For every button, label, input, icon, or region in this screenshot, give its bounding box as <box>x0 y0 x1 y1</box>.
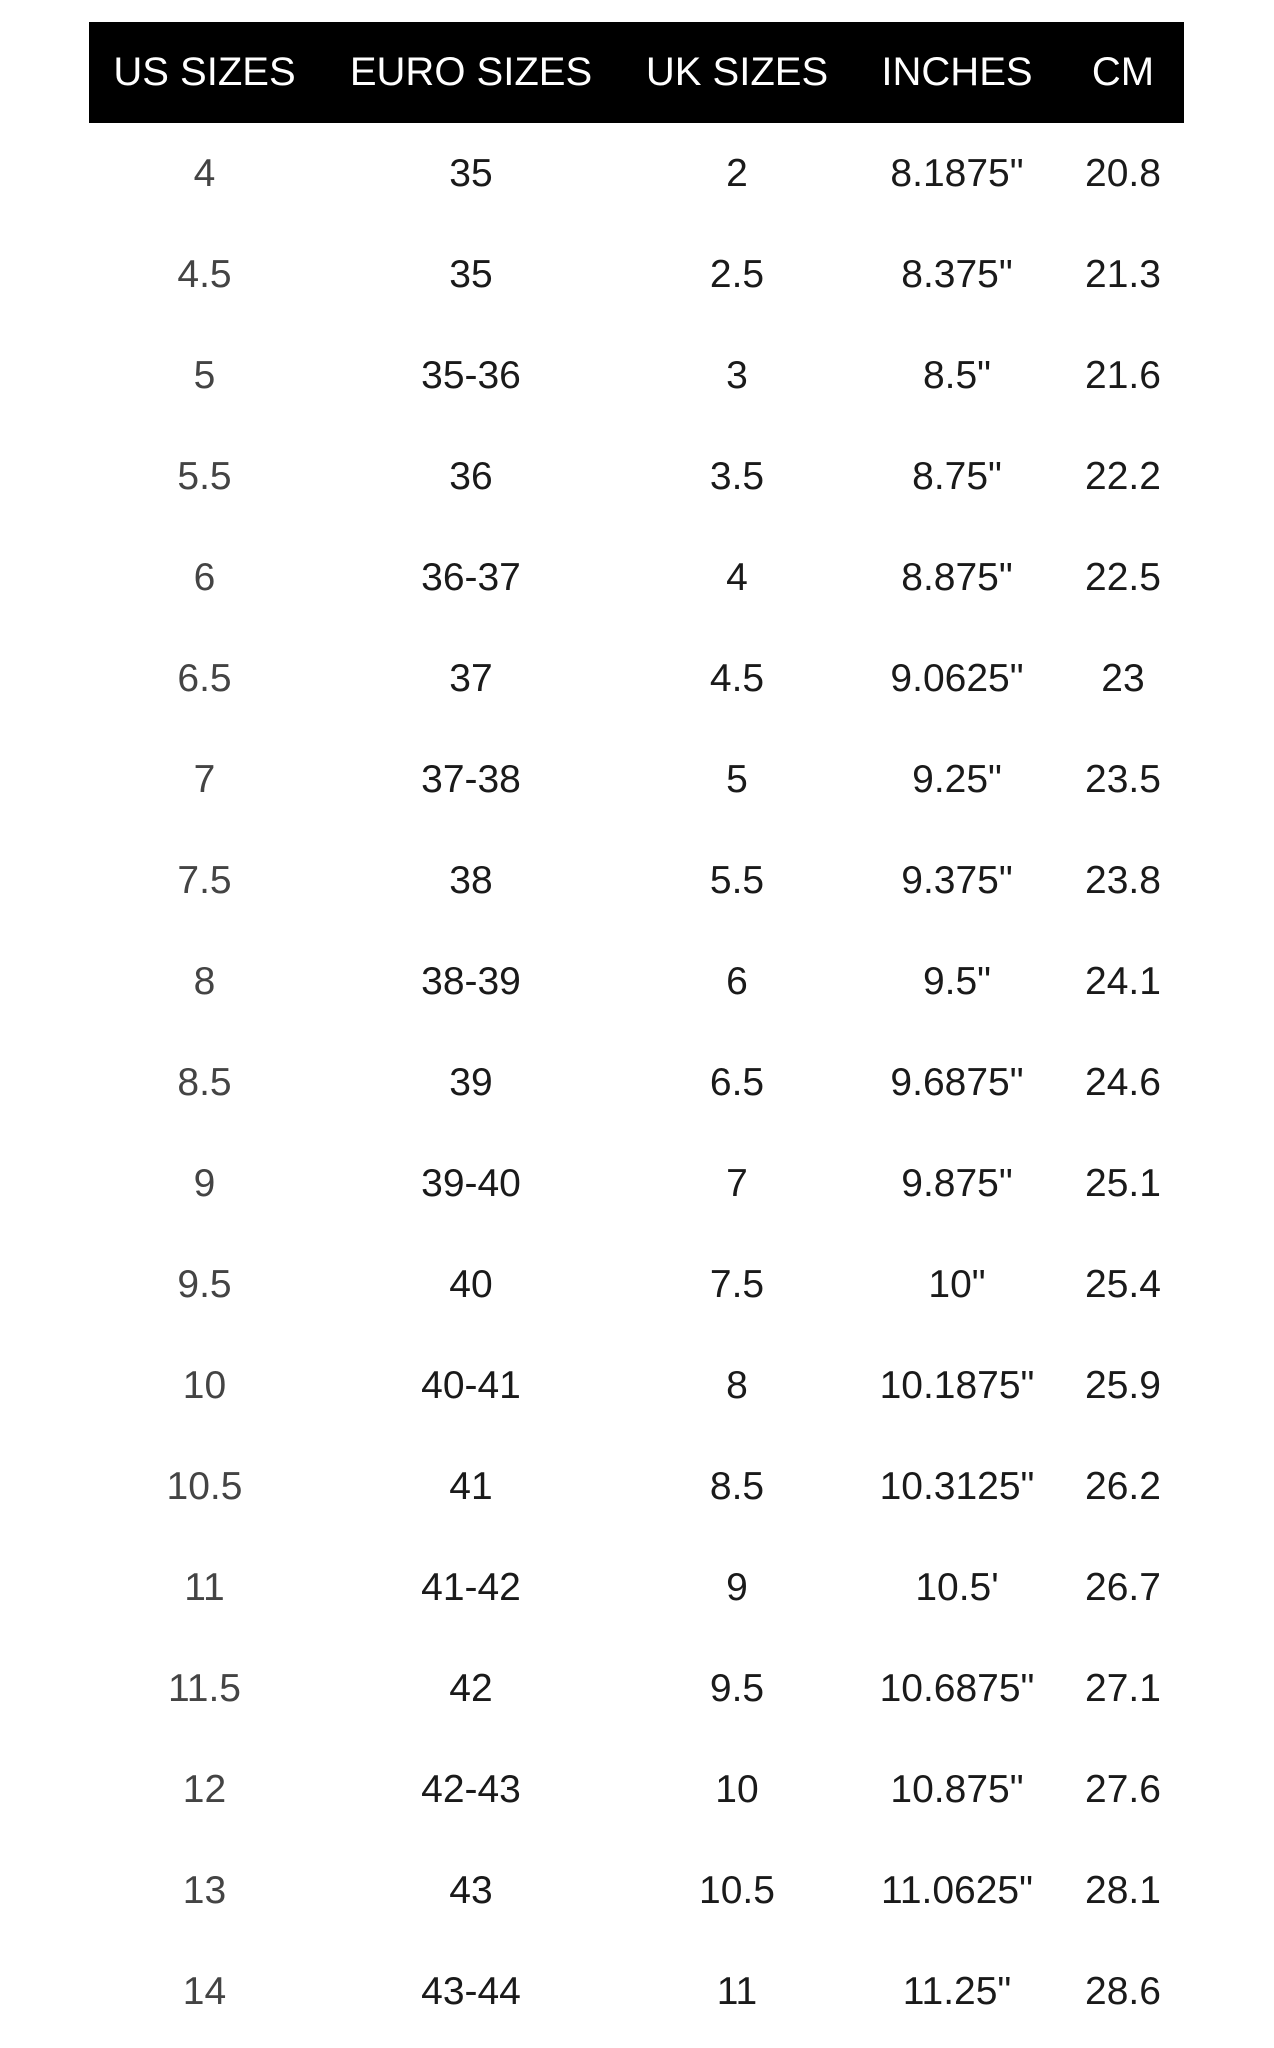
cell-inches: 10.1875" <box>879 1363 1035 1407</box>
cell-inches: 8.1875" <box>890 151 1024 195</box>
cell-cm: 25.1 <box>1085 1161 1161 1205</box>
cell-cm: 23.5 <box>1085 757 1161 801</box>
cell-uk-size: 4.5 <box>709 656 765 700</box>
cell-euro-size: 41-42 <box>421 1565 521 1609</box>
table-body <box>89 123 1184 2042</box>
cell-uk-size: 5.5 <box>709 858 765 902</box>
table-row <box>89 527 1184 628</box>
cell-us-size: 8.5 <box>177 1060 232 1104</box>
header-us-sizes: US SIZES <box>113 50 296 94</box>
cell-us-size: 7 <box>193 757 216 801</box>
cell-euro-size: 40-41 <box>421 1363 521 1407</box>
table-row <box>89 123 1184 224</box>
cell-us-size: 4 <box>193 151 216 195</box>
cell-cm: 27.1 <box>1085 1666 1161 1710</box>
cell-cm: 28.1 <box>1085 1868 1161 1912</box>
cell-uk-size: 3.5 <box>709 454 765 498</box>
cell-inches: 9.0625" <box>890 656 1024 700</box>
table-row <box>89 628 1184 729</box>
cell-cm: 26.2 <box>1085 1464 1161 1508</box>
cell-uk-size: 5 <box>726 757 748 801</box>
cell-euro-size: 35 <box>449 252 493 296</box>
cell-inches: 10" <box>928 1262 986 1306</box>
cell-uk-size: 6 <box>726 959 748 1003</box>
cell-cm: 28.6 <box>1085 1969 1161 2013</box>
cell-inches: 8.75" <box>912 454 1002 498</box>
cell-euro-size: 37-38 <box>421 757 521 801</box>
cell-cm: 22.2 <box>1085 454 1161 498</box>
cell-inches: 8.375" <box>901 252 1013 296</box>
header-cm: CM <box>1091 50 1155 94</box>
table-row <box>89 729 1184 830</box>
cell-uk-size: 10.5 <box>699 1868 775 1912</box>
table-row <box>89 1335 1184 1436</box>
cell-cm: 23.8 <box>1085 858 1161 902</box>
table-row <box>89 1234 1184 1335</box>
table-row <box>89 830 1184 931</box>
cell-inches: 10.875" <box>890 1767 1024 1811</box>
cell-uk-size: 9 <box>726 1565 748 1609</box>
cell-us-size: 10 <box>182 1363 227 1407</box>
cell-uk-size: 8.5 <box>709 1464 765 1508</box>
cell-uk-size: 7.5 <box>709 1262 765 1306</box>
cell-euro-size: 39 <box>449 1060 493 1104</box>
cell-inches: 9.875" <box>901 1161 1013 1205</box>
cell-euro-size: 43-44 <box>421 1969 521 2013</box>
cell-inches: 9.375" <box>901 858 1013 902</box>
table-row <box>89 325 1184 426</box>
header-inches: INCHES <box>881 50 1033 94</box>
cell-inches: 8.875" <box>901 555 1013 599</box>
table-row <box>89 1638 1184 1739</box>
cell-inches: 9.25" <box>912 757 1002 801</box>
cell-uk-size: 2.5 <box>709 252 765 296</box>
header-uk-sizes: UK SIZES <box>645 50 829 94</box>
cell-cm: 23 <box>1101 656 1145 700</box>
cell-cm: 24.1 <box>1085 959 1161 1003</box>
cell-uk-size: 3 <box>726 353 748 397</box>
cell-euro-size: 38-39 <box>421 959 521 1003</box>
cell-us-size: 13 <box>182 1868 227 1912</box>
cell-cm: 25.4 <box>1085 1262 1161 1306</box>
cell-us-size: 9 <box>193 1161 216 1205</box>
cell-cm: 21.3 <box>1085 252 1161 296</box>
table-row <box>89 1941 1184 2042</box>
cell-cm: 21.6 <box>1085 353 1161 397</box>
cell-euro-size: 38 <box>449 858 493 902</box>
table-row <box>89 426 1184 527</box>
table-row <box>89 1436 1184 1537</box>
cell-euro-size: 35 <box>449 151 493 195</box>
table-row <box>89 224 1184 325</box>
table-row <box>89 1133 1184 1234</box>
cell-cm: 27.6 <box>1085 1767 1161 1811</box>
cell-us-size: 10.5 <box>166 1464 243 1508</box>
cell-us-size: 9.5 <box>177 1262 232 1306</box>
cell-euro-size: 36 <box>449 454 493 498</box>
cell-us-size: 7.5 <box>177 858 232 902</box>
cell-uk-size: 2 <box>726 151 748 195</box>
cell-euro-size: 41 <box>449 1464 493 1508</box>
table-row <box>89 1739 1184 1840</box>
cell-euro-size: 37 <box>449 656 493 700</box>
table-header <box>89 22 1184 123</box>
cell-inches: 10.6875" <box>879 1666 1035 1710</box>
cell-euro-size: 42 <box>449 1666 493 1710</box>
cell-euro-size: 43 <box>449 1868 493 1912</box>
cell-inches: 11.25" <box>902 1969 1012 2013</box>
cell-inches: 9.5" <box>922 959 992 1003</box>
cell-cm: 24.6 <box>1085 1060 1161 1104</box>
cell-euro-size: 42-43 <box>421 1767 521 1811</box>
cell-cm: 22.5 <box>1085 555 1161 599</box>
cell-us-size: 14 <box>182 1969 227 2013</box>
cell-cm: 25.9 <box>1085 1363 1161 1407</box>
cell-cm: 26.7 <box>1085 1565 1161 1609</box>
cell-us-size: 4.5 <box>177 252 232 296</box>
cell-euro-size: 35-36 <box>421 353 521 397</box>
cell-us-size: 6.5 <box>177 656 232 700</box>
cell-euro-size: 36-37 <box>421 555 521 599</box>
cell-cm: 20.8 <box>1085 151 1161 195</box>
cell-euro-size: 39-40 <box>421 1161 521 1205</box>
table-row <box>89 1840 1184 1941</box>
cell-inches: 11.0625" <box>881 1868 1033 1912</box>
cell-uk-size: 9.5 <box>709 1666 765 1710</box>
cell-inches: 10.5' <box>915 1565 999 1609</box>
cell-inches: 9.6875" <box>890 1060 1024 1104</box>
cell-us-size: 5.5 <box>177 454 232 498</box>
cell-uk-size: 7 <box>726 1161 748 1205</box>
cell-us-size: 5 <box>193 353 216 397</box>
cell-us-size: 11.5 <box>167 1666 241 1710</box>
cell-us-size: 6 <box>193 555 216 599</box>
cell-uk-size: 11 <box>716 1969 758 2013</box>
size-chart-table <box>89 22 1184 2042</box>
table-row <box>89 1032 1184 1133</box>
cell-uk-size: 8 <box>726 1363 748 1407</box>
cell-uk-size: 10 <box>715 1767 759 1811</box>
table-row <box>89 931 1184 1032</box>
cell-euro-size: 40 <box>449 1262 493 1306</box>
cell-us-size: 8 <box>193 959 216 1003</box>
cell-us-size: 12 <box>182 1767 227 1811</box>
table-row <box>89 1537 1184 1638</box>
cell-inches: 10.3125" <box>879 1464 1035 1508</box>
cell-uk-size: 4 <box>726 555 748 599</box>
cell-uk-size: 6.5 <box>709 1060 765 1104</box>
header-euro-sizes: EURO SIZES <box>349 50 593 94</box>
cell-inches: 8.5" <box>922 353 992 397</box>
cell-us-size: 11 <box>184 1565 225 1609</box>
